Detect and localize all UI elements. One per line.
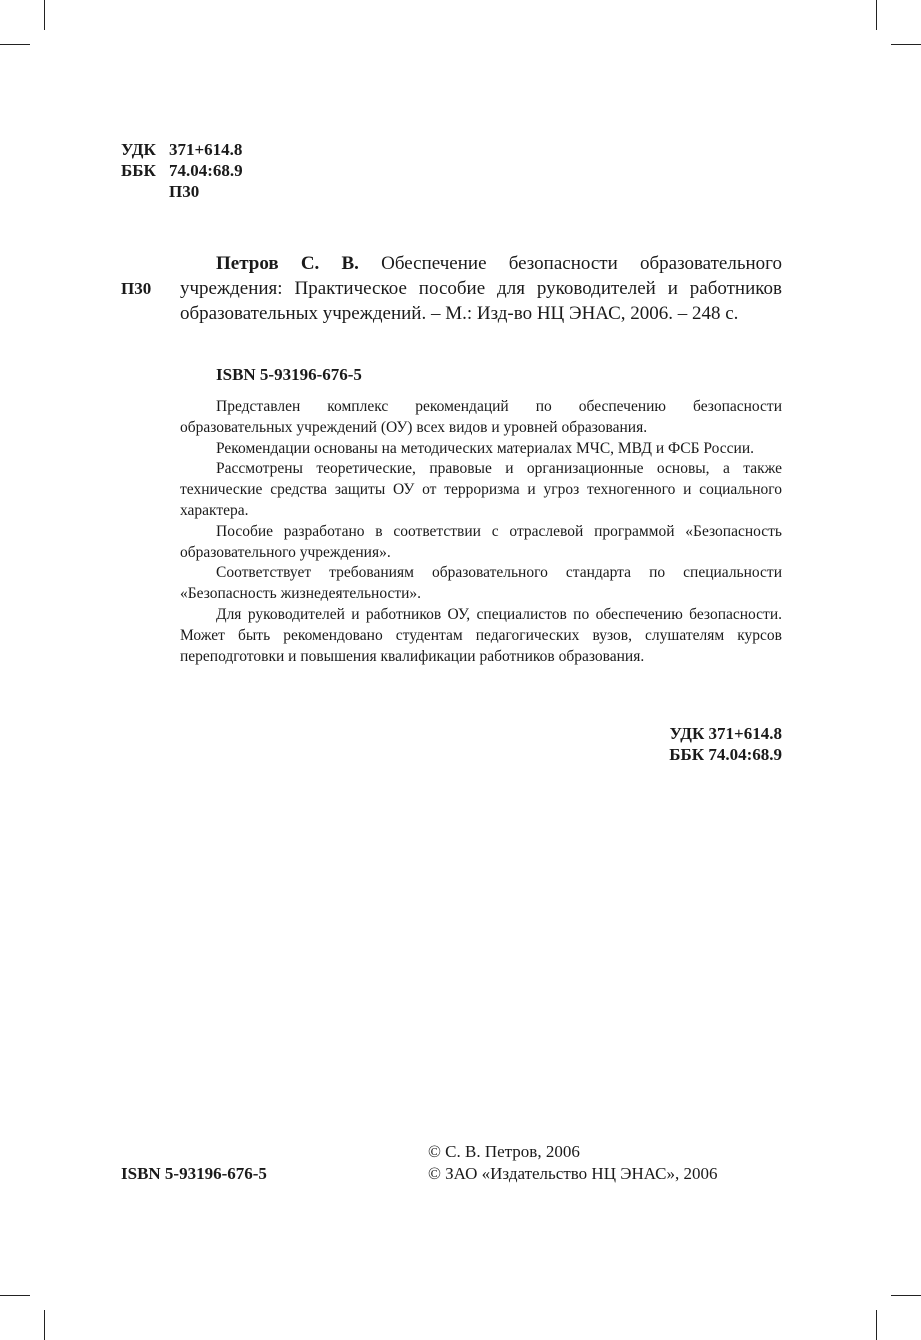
annotation: [180, 397, 782, 667]
crop-mark: [891, 1295, 921, 1296]
udk-value: 371+614.8: [169, 140, 243, 159]
annotation-paragraph: Рекомендации основаны на методических материалах МЧС, МВД и ФСБ России.: [216, 439, 755, 457]
copyright-author: © С. В. Петров, 2006: [428, 1142, 580, 1161]
classification-block: [121, 139, 243, 202]
crop-mark: [876, 1310, 877, 1340]
copyright-block: [428, 1141, 718, 1185]
author-sign-side: П30: [121, 279, 152, 298]
annotation-paragraph: Представлен комплекс рекомендаций по обеспечению безопасности образовательных учреждений (ОУ) всех видов и уровней образования.: [180, 398, 782, 436]
annotation-paragraph: Пособие разработано в соответствии с отраслевой программой «Безопасность образовательного учреждения».: [180, 522, 782, 561]
author-sign: П30: [169, 182, 200, 201]
isbn-main: ISBN 5-93196-676-5: [216, 365, 362, 384]
bibliographic-description: Обеспечение безопасности образовательного учреждения: Практическое пособие для руководителей и работников образовательных учреждений. – М.: Изд-во НЦ ЭНАС, 2006. – 248 с.: [180, 253, 782, 324]
author-name: Петров С. В.: [216, 253, 359, 274]
annotation-paragraph: Соответствует требованиям образовательного стандарта по специальности «Безопасность жизнедеятельности».: [180, 564, 782, 603]
crop-mark: [44, 1310, 45, 1340]
isbn-bottom: ISBN 5-93196-676-5: [121, 1164, 267, 1183]
bibliographic-entry: [180, 251, 782, 326]
crop-mark: [876, 0, 877, 30]
udk-right: УДК 371+614.8: [669, 724, 782, 743]
crop-mark: [44, 0, 45, 30]
udk-label: УДК: [121, 140, 156, 159]
crop-mark: [891, 44, 921, 45]
bbk-value: 74.04:68.9: [169, 161, 243, 180]
crop-mark: [0, 1295, 30, 1296]
copyright-publisher: © ЗАО «Издательство НЦ ЭНАС», 2006: [428, 1164, 718, 1183]
annotation-paragraph: Для руководителей и работников ОУ, специалистов по обеспечению безопасности. Может быть рекомендовано студентам педагогических вузов, слушателям курсов переподготовки и повышения квалификации работников образования.: [180, 605, 782, 665]
bbk-label: ББК: [121, 161, 156, 180]
crop-mark: [0, 44, 30, 45]
bbk-right: ББК 74.04:68.9: [669, 745, 782, 764]
annotation-paragraph: Рассмотрены теоретические, правовые и организационные основы, а также технические средства защиты ОУ от терроризма и угроз техногенного и социального характера.: [180, 460, 782, 519]
classification-right: [669, 723, 782, 765]
